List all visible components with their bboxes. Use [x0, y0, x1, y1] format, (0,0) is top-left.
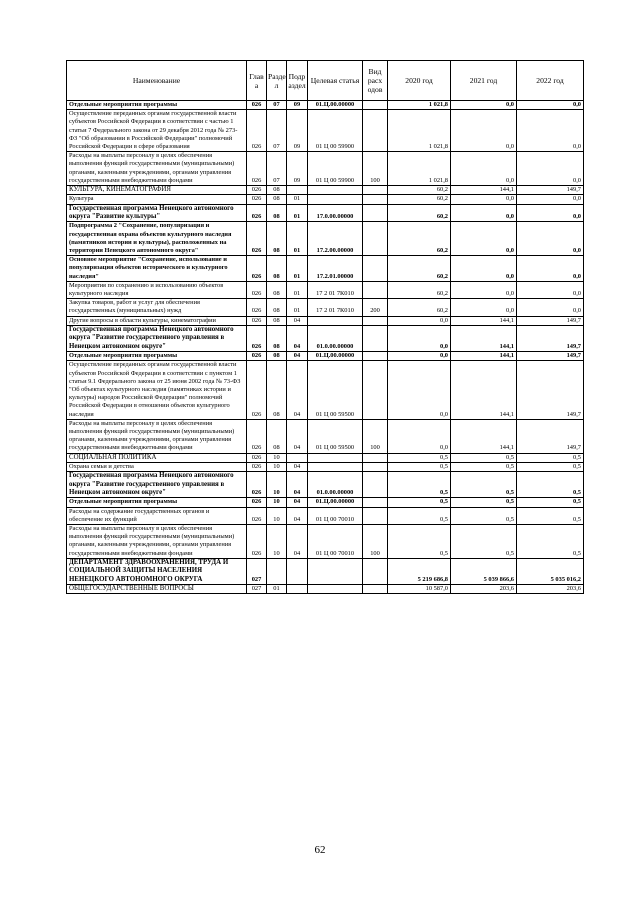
cell-y2021: 0,0 — [451, 101, 517, 110]
cell-y2020: 60,2 — [388, 195, 451, 204]
cell-razdel — [267, 558, 287, 584]
cell-vid — [363, 558, 388, 584]
cell-razdel: 08 — [267, 299, 287, 316]
cell-glava: 027 — [247, 558, 267, 584]
cell-glava: 026 — [247, 204, 267, 222]
cell-glava: 026 — [247, 325, 267, 351]
cell-target — [308, 186, 363, 195]
cell-y2022: 0,0 — [517, 204, 584, 222]
cell-target: 17.2.00.00000 — [308, 222, 363, 256]
table-row — [67, 325, 584, 351]
cell-y2020: 10 587,0 — [388, 585, 451, 594]
cell-vid: 100 — [363, 524, 388, 558]
cell-razdel: 08 — [267, 256, 287, 282]
cell-y2022: 149,7 — [517, 316, 584, 325]
cell-glava: 026 — [247, 507, 267, 524]
header-vid: Вид расх одов — [363, 61, 388, 101]
cell-razdel: 08 — [267, 325, 287, 351]
cell-y2020: 60,2 — [388, 299, 451, 316]
cell-name: Расходы на выплаты персоналу в целях обеспечения выполнения функций государственными (муниципальными) органами, казенными учреждениями, органами управления государственными внебюджетными фондами — [67, 419, 247, 453]
cell-target: 01 Ц 00 59900 — [308, 152, 363, 186]
cell-y2022: 0,5 — [517, 472, 584, 498]
cell-podrazdel: 01 — [287, 222, 308, 256]
cell-razdel: 08 — [267, 316, 287, 325]
cell-target: 17 2 01 7К010 — [308, 299, 363, 316]
cell-razdel: 07 — [267, 152, 287, 186]
cell-y2022: 0,0 — [517, 101, 584, 110]
cell-glava: 026 — [247, 186, 267, 195]
cell-podrazdel — [287, 585, 308, 594]
cell-y2021: 144,1 — [451, 186, 517, 195]
cell-y2020: 60,2 — [388, 256, 451, 282]
cell-y2022: 0,0 — [517, 299, 584, 316]
header-glava: Глав а — [247, 61, 267, 101]
table-row — [67, 507, 584, 524]
cell-y2020: 1 021,8 — [388, 101, 451, 110]
cell-y2022: 149,7 — [517, 325, 584, 351]
cell-razdel: 08 — [267, 186, 287, 195]
cell-glava: 026 — [247, 352, 267, 361]
header-2020: 2020 год — [388, 61, 451, 101]
cell-podrazdel: 09 — [287, 152, 308, 186]
cell-razdel: 07 — [267, 110, 287, 152]
cell-razdel: 08 — [267, 222, 287, 256]
cell-glava: 026 — [247, 152, 267, 186]
table-row — [67, 195, 584, 204]
cell-vid: 100 — [363, 152, 388, 186]
table-row — [67, 256, 584, 282]
cell-glava: 026 — [247, 256, 267, 282]
cell-razdel: 08 — [267, 195, 287, 204]
cell-target — [308, 195, 363, 204]
cell-vid — [363, 498, 388, 507]
cell-name: Осуществление переданных органам государственной власти субъектов Российской Федерации в соответствии с частью 1 статьи 7 Федерального закона от 29 декабря 2012 года № 273-ФЗ "Об образовании в Российской Федерации" полномочий Российской Федерации в сфере образования — [67, 110, 247, 152]
cell-target — [308, 316, 363, 325]
cell-podrazdel: 01 — [287, 204, 308, 222]
cell-y2022: 203,6 — [517, 585, 584, 594]
cell-name: Государственная программа Ненецкого автономного округа "Развитие государственного управления в Ненецком автономном округе" — [67, 325, 247, 351]
table-row — [67, 152, 584, 186]
cell-name: Основное мероприятие "Сохранение, использование и популяризация объектов исторического и культурного наследия" — [67, 256, 247, 282]
cell-y2022: 0,5 — [517, 524, 584, 558]
cell-podrazdel — [287, 186, 308, 195]
cell-y2021: 0,0 — [451, 204, 517, 222]
cell-y2022: 0,0 — [517, 256, 584, 282]
cell-y2020: 60,2 — [388, 222, 451, 256]
cell-razdel: 10 — [267, 524, 287, 558]
cell-razdel: 10 — [267, 498, 287, 507]
table-body — [67, 101, 584, 594]
cell-razdel: 08 — [267, 419, 287, 453]
cell-vid — [363, 453, 388, 462]
cell-glava: 026 — [247, 419, 267, 453]
table-row — [67, 419, 584, 453]
table-row — [67, 110, 584, 152]
cell-vid — [363, 472, 388, 498]
cell-y2022: 149,7 — [517, 352, 584, 361]
table-header — [67, 61, 584, 101]
cell-razdel: 10 — [267, 472, 287, 498]
cell-name: Расходы на выплаты персоналу в целях обеспечения выполнения функций государственными (муниципальными) органами, казенными учреждениями, органами управления государственными внебюджетными фондами — [67, 524, 247, 558]
cell-y2020: 0,0 — [388, 352, 451, 361]
cell-y2021: 0,5 — [451, 462, 517, 471]
cell-y2021: 0,0 — [451, 299, 517, 316]
cell-vid — [363, 195, 388, 204]
cell-podrazdel: 09 — [287, 101, 308, 110]
cell-glava: 026 — [247, 453, 267, 462]
cell-glava: 026 — [247, 110, 267, 152]
cell-podrazdel: 04 — [287, 419, 308, 453]
cell-y2022: 0,0 — [517, 110, 584, 152]
cell-vid: 200 — [363, 299, 388, 316]
cell-y2021: 0,0 — [451, 195, 517, 204]
cell-y2020: 0,0 — [388, 361, 451, 419]
cell-razdel: 10 — [267, 462, 287, 471]
cell-y2022: 0,5 — [517, 453, 584, 462]
table-row — [67, 361, 584, 419]
cell-y2022: 0,5 — [517, 462, 584, 471]
page-number: 62 — [314, 844, 326, 856]
cell-y2021: 0,5 — [451, 472, 517, 498]
cell-glava: 026 — [247, 101, 267, 110]
table-row — [67, 558, 584, 584]
table-row — [67, 222, 584, 256]
cell-target: 01.0.00.00000 — [308, 325, 363, 351]
cell-name: Подпрограмма 2 "Сохранение, популяризация и государственная охрана объектов культурного наследия (памятников истории и культуры), расположенных на территории Ненецкого автономного округа" — [67, 222, 247, 256]
table-row — [67, 472, 584, 498]
cell-target — [308, 462, 363, 471]
cell-target: 01.Ц.00.00000 — [308, 498, 363, 507]
cell-y2020: 0,5 — [388, 498, 451, 507]
cell-podrazdel: 01 — [287, 299, 308, 316]
cell-vid — [363, 256, 388, 282]
cell-podrazdel: 04 — [287, 462, 308, 471]
table-row — [67, 453, 584, 462]
cell-name: Мероприятия по сохранению и использованию объектов культурного наследия — [67, 281, 247, 298]
cell-y2020: 1 021,8 — [388, 152, 451, 186]
cell-y2020: 0,5 — [388, 472, 451, 498]
cell-vid — [363, 110, 388, 152]
cell-y2021: 0,5 — [451, 498, 517, 507]
cell-y2022: 0,0 — [517, 152, 584, 186]
cell-podrazdel: 04 — [287, 352, 308, 361]
cell-glava: 026 — [247, 299, 267, 316]
table-row — [67, 101, 584, 110]
cell-target — [308, 453, 363, 462]
budget-table — [66, 60, 584, 594]
cell-vid — [363, 204, 388, 222]
cell-target — [308, 558, 363, 584]
cell-razdel: 10 — [267, 453, 287, 462]
header-podrazdel: Подр аздел — [287, 61, 308, 101]
cell-name: Осуществление переданных органам государственной власти субъектов Российской Федерации в соответствии с пунктом 1 статьи 9.1 Федерального закона от 25 июня 2002 года № 73-ФЗ "Об объектах культурного наследия (памятниках истории и культуры) народов Российской Федерации" полномочий Российской Федерации в отношении объектов культурного наследия — [67, 361, 247, 419]
header-2022: 2022 год — [517, 61, 584, 101]
cell-razdel: 01 — [267, 585, 287, 594]
cell-y2021: 0,0 — [451, 281, 517, 298]
cell-y2021: 144,1 — [451, 325, 517, 351]
cell-vid — [363, 186, 388, 195]
cell-glava: 026 — [247, 316, 267, 325]
cell-y2022: 149,7 — [517, 361, 584, 419]
cell-y2020: 0,5 — [388, 462, 451, 471]
cell-y2022: 0,5 — [517, 498, 584, 507]
cell-vid — [363, 361, 388, 419]
cell-glava: 026 — [247, 195, 267, 204]
cell-podrazdel: 01 — [287, 281, 308, 298]
table-row — [67, 462, 584, 471]
table-row — [67, 352, 584, 361]
cell-target: 01.0.00.00000 — [308, 472, 363, 498]
cell-y2020: 0,5 — [388, 524, 451, 558]
cell-vid: 100 — [363, 419, 388, 453]
cell-target: 01 Ц 00 70010 — [308, 507, 363, 524]
cell-y2022: 0,0 — [517, 222, 584, 256]
table-row — [67, 204, 584, 222]
table-row — [67, 585, 584, 594]
cell-vid — [363, 325, 388, 351]
cell-name: Расходы на выплаты персоналу в целях обеспечения выполнения функций государственными (муниципальными) органами, казенными учреждениями, органами управления государственными внебюджетными фондами — [67, 152, 247, 186]
cell-podrazdel: 09 — [287, 110, 308, 152]
cell-y2022: 0,0 — [517, 195, 584, 204]
cell-target: 01 Ц 00 59500 — [308, 419, 363, 453]
cell-target — [308, 585, 363, 594]
cell-y2021: 0,5 — [451, 507, 517, 524]
cell-vid — [363, 281, 388, 298]
cell-razdel: 08 — [267, 204, 287, 222]
cell-podrazdel: 04 — [287, 325, 308, 351]
cell-y2021: 0,0 — [451, 256, 517, 282]
cell-podrazdel: 04 — [287, 316, 308, 325]
cell-y2020: 0,0 — [388, 419, 451, 453]
cell-podrazdel: 01 — [287, 256, 308, 282]
cell-y2021: 203,6 — [451, 585, 517, 594]
cell-target: 01 Ц 00 59500 — [308, 361, 363, 419]
cell-razdel: 08 — [267, 281, 287, 298]
cell-y2020: 60,2 — [388, 186, 451, 195]
cell-name: Государственная программа Ненецкого автономного округа "Развитие государственного управления в Ненецком автономном округе" — [67, 472, 247, 498]
cell-y2021: 144,1 — [451, 316, 517, 325]
cell-name: КУЛЬТУРА, КИНЕМАТОГРАФИЯ — [67, 186, 247, 195]
cell-razdel: 08 — [267, 352, 287, 361]
cell-glava: 026 — [247, 524, 267, 558]
cell-name: Культура — [67, 195, 247, 204]
table-row — [67, 186, 584, 195]
cell-target: 01.Ц.00.00000 — [308, 101, 363, 110]
cell-glava: 026 — [247, 498, 267, 507]
table-row — [67, 299, 584, 316]
cell-y2020: 5 219 686,8 — [388, 558, 451, 584]
cell-name: Закупка товаров, работ и услуг для обеспечения государственных (муниципальных) нужд — [67, 299, 247, 316]
cell-y2020: 0,5 — [388, 507, 451, 524]
cell-glava: 026 — [247, 222, 267, 256]
table-row — [67, 524, 584, 558]
cell-glava: 026 — [247, 472, 267, 498]
cell-name: Государственная программа Ненецкого автономного округа "Развитие культуры" — [67, 204, 247, 222]
cell-y2020: 1 021,8 — [388, 110, 451, 152]
cell-y2020: 60,2 — [388, 281, 451, 298]
header-name: Наименование — [67, 61, 247, 101]
cell-target: 17.2.01.00000 — [308, 256, 363, 282]
cell-podrazdel: 04 — [287, 507, 308, 524]
cell-glava: 026 — [247, 462, 267, 471]
cell-name: СОЦИАЛЬНАЯ ПОЛИТИКА — [67, 453, 247, 462]
cell-y2021: 0,5 — [451, 524, 517, 558]
cell-vid — [363, 585, 388, 594]
cell-target: 01 Ц 00 70010 — [308, 524, 363, 558]
cell-name: ДЕПАРТАМЕНТ ЗДРАВООХРАНЕНИЯ, ТРУДА И СОЦИАЛЬНОЙ ЗАЩИТЫ НАСЕЛЕНИЯ НЕНЕЦКОГО АВТОНОМНОГО ОКРУГА — [67, 558, 247, 584]
cell-name: Другие вопросы в области культуры, кинематографии — [67, 316, 247, 325]
cell-glava: 026 — [247, 281, 267, 298]
cell-razdel: 07 — [267, 101, 287, 110]
cell-vid — [363, 462, 388, 471]
header-2021: 2021 год — [451, 61, 517, 101]
cell-y2021: 144,1 — [451, 352, 517, 361]
cell-podrazdel: 04 — [287, 361, 308, 419]
cell-name: Отдельные мероприятия программы — [67, 101, 247, 110]
cell-podrazdel — [287, 558, 308, 584]
cell-y2021: 144,1 — [451, 361, 517, 419]
table-row — [67, 316, 584, 325]
cell-name: Расходы на содержание государственных органов и обеспечение их функций — [67, 507, 247, 524]
cell-y2020: 0,0 — [388, 325, 451, 351]
cell-razdel: 10 — [267, 507, 287, 524]
cell-podrazdel: 04 — [287, 472, 308, 498]
cell-y2022: 149,7 — [517, 419, 584, 453]
cell-vid — [363, 507, 388, 524]
cell-y2022: 5 035 016,2 — [517, 558, 584, 584]
cell-target: 01.Ц.00.00000 — [308, 352, 363, 361]
cell-target: 17 2 01 7К010 — [308, 281, 363, 298]
cell-y2021: 5 039 866,6 — [451, 558, 517, 584]
table-row — [67, 498, 584, 507]
cell-name: Охрана семьи и детства — [67, 462, 247, 471]
cell-y2020: 0,0 — [388, 316, 451, 325]
cell-name: Отдельные мероприятия программы — [67, 498, 247, 507]
cell-y2022: 0,5 — [517, 507, 584, 524]
cell-y2022: 0,0 — [517, 281, 584, 298]
cell-vid — [363, 222, 388, 256]
cell-podrazdel — [287, 453, 308, 462]
cell-glava: 027 — [247, 585, 267, 594]
cell-y2020: 60,2 — [388, 204, 451, 222]
cell-y2021: 0,5 — [451, 453, 517, 462]
cell-target: 01 Ц 00 59900 — [308, 110, 363, 152]
cell-podrazdel: 01 — [287, 195, 308, 204]
cell-glava: 026 — [247, 361, 267, 419]
cell-razdel: 08 — [267, 361, 287, 419]
cell-y2021: 0,0 — [451, 110, 517, 152]
cell-name: Отдельные мероприятия программы — [67, 352, 247, 361]
header-razdel: Разде л — [267, 61, 287, 101]
cell-y2021: 0,0 — [451, 222, 517, 256]
header-target: Целевая статья — [308, 61, 363, 101]
cell-y2022: 149,7 — [517, 186, 584, 195]
cell-target: 17.0.00.00000 — [308, 204, 363, 222]
cell-name: ОБЩЕГОСУДАРСТВЕННЫЕ ВОПРОСЫ — [67, 585, 247, 594]
cell-vid — [363, 101, 388, 110]
cell-y2021: 144,1 — [451, 419, 517, 453]
cell-podrazdel: 04 — [287, 524, 308, 558]
cell-podrazdel: 04 — [287, 498, 308, 507]
cell-y2020: 0,5 — [388, 453, 451, 462]
cell-y2021: 0,0 — [451, 152, 517, 186]
table-row — [67, 281, 584, 298]
cell-vid — [363, 352, 388, 361]
cell-vid — [363, 316, 388, 325]
